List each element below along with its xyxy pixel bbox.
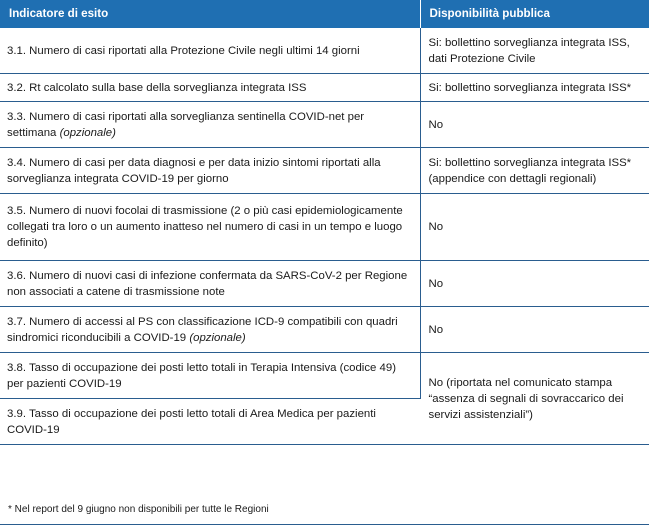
table-row — [0, 28, 649, 74]
table-header — [0, 0, 649, 28]
table-row — [0, 307, 649, 353]
availability-cell: No — [420, 102, 649, 148]
availability-cell-merged: No (riportata nel comunicato stampa “assenza di segnali di sovraccarico dei servizi assistenziali”) — [420, 353, 649, 445]
indicator-cell — [0, 102, 420, 148]
footnote: * Nel report del 9 giugno non disponibili per tutte le Regioni — [8, 504, 269, 515]
availability-cell: Si: bollettino sorveglianza integrata ISS* — [420, 74, 649, 102]
indicator-text: 3.7. Numero di accessi al PS con classificazione ICD-9 compatibili con quadri sindromici riconducibili a COVID-19 — [7, 315, 398, 344]
indicator-cell — [0, 307, 420, 353]
table-body — [0, 28, 649, 445]
footnote-divider — [0, 524, 649, 525]
indicator-cell: 3.1. Numero di casi riportati alla Protezione Civile negli ultimi 14 giorni — [0, 28, 420, 74]
indicator-cell: 3.5. Numero di nuovi focolai di trasmissione (2 o più casi epidemiologicamente collegati tra loro o un aumento inatteso nel numero di casi in un tempo e luogo definito) — [0, 194, 420, 261]
availability-cell: Si: bollettino sorveglianza integrata ISS* (appendice con dettagli regionali) — [420, 148, 649, 194]
indicator-cell: 3.6. Numero di nuovi casi di infezione confermata da SARS-CoV-2 per Regione non associati a catene di trasmissione note — [0, 261, 420, 307]
header-row — [0, 0, 649, 28]
availability-cell: No — [420, 261, 649, 307]
table-row — [0, 194, 649, 261]
table-row — [0, 261, 649, 307]
table-row — [0, 353, 649, 399]
table-row — [0, 102, 649, 148]
header-indicator: Indicatore di esito — [0, 0, 420, 28]
table-row — [0, 74, 649, 102]
availability-cell: Si: bollettino sorveglianza integrata ISS, dati Protezione Civile — [420, 28, 649, 74]
indicator-cell: 3.9. Tasso di occupazione dei posti letto totali di Area Medica per pazienti COVID-19 — [0, 399, 420, 445]
indicator-cell: 3.4. Numero di casi per data diagnosi e per data inizio sintomi riportati alla sorveglianza integrata COVID-19 per giorno — [0, 148, 420, 194]
table-row — [0, 148, 649, 194]
optional-label: (opzionale) — [59, 126, 116, 139]
availability-cell: No — [420, 307, 649, 353]
indicator-cell: 3.2. Rt calcolato sulla base della sorveglianza integrata ISS — [0, 74, 420, 102]
optional-label: (opzionale) — [189, 331, 246, 344]
indicator-cell: 3.8. Tasso di occupazione dei posti letto totali in Terapia Intensiva (codice 49) per pazienti COVID-19 — [0, 353, 420, 399]
header-availability: Disponibilità pubblica — [420, 0, 649, 28]
indicator-text: 3.3. Numero di casi riportati alla sorveglianza sentinella COVID-net per settimana — [7, 110, 365, 139]
availability-cell: No — [420, 194, 649, 261]
